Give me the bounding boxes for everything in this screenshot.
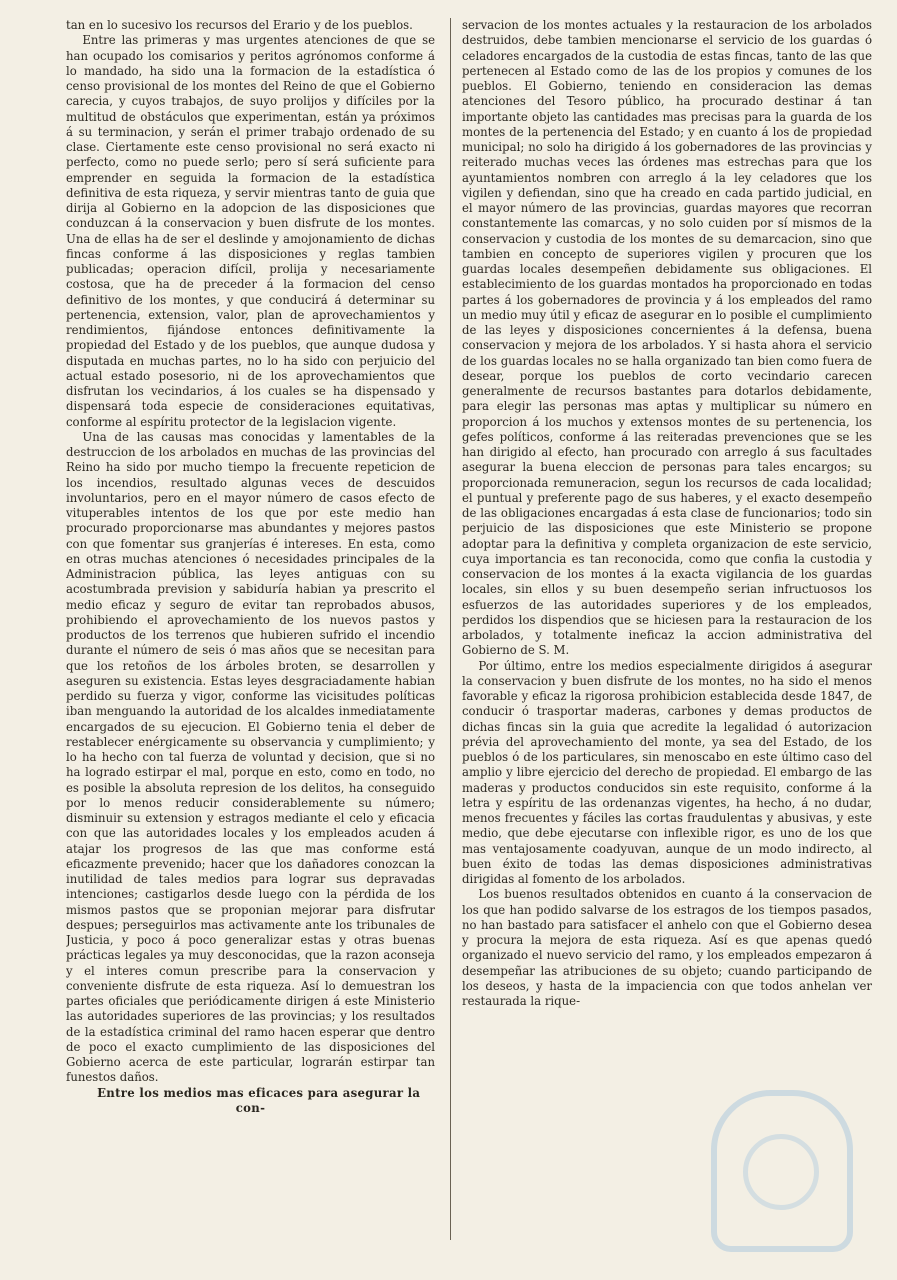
left-column — [66, 18, 441, 1270]
paragraph-statistics-census: Entre las primeras y mas urgentes atenciones de que se han ocupado los comisarios y peritos agrónomos conforme á lo mandado, ha sido una la formacion de la estadística ó censo provisional de los montes del Reino de que el Gobierno carecia, y cuyos trabajos, de suyo prolijos y difíciles por la multitud de obstáculos que experimentan, están ya próximos á su terminacion, y serán el primer trabajo ordenado de su clase. Ciertamente este censo provisional no será exacto ni perfecto, como no puede serlo; pero sí será suficiente para emprender en seguida la formacion de la estadística definitiva de esta riqueza, y servir mientras tanto de guia que dirija al Gobierno en la adopcion de las disposiciones que conduzcan á la conservacion y buen disfrute de los montes. Una de ellas ha de ser el deslinde y amojonamiento de dichas fincas conforme á las disposiciones y reglas tambien publicadas; operacion difícil, prolija y necesariamente costosa, que ha de preceder á la formacion del censo definitivo de los montes, y que conducirá á determinar su pertenencia, extension, valor, plan de aprovechamientos y rendimientos, fijándose entonces definitivamente la propiedad del Estado y de los pueblos, que aunque dudosa y disputada en muchas partes, no lo ha sido con perjuicio del actual estado posesorio, ni de los aprovechamientos que disfrutan los vecindarios, á los cuales se ha dispensado y dispensará toda especie de consideraciones equitativas, conforme al espíritu protector de la legislacion vigente. — [66, 33, 435, 429]
paragraph-forest-guards: servacion de los montes actuales y la restauracion de los arbolados destruidos, debe tambien mencionarse el servicio de los guardas ó celadores encargados de la custodia de estas fincas, tanto de las que pertenecen al Estado como de las de los propios y comunes de los pueblos. El Gobierno, teniendo en consideracion las demas atenciones del Tesoro público, ha procurado destinar á tan importante objeto las cantidades mas precisas para la guarda de los montes de la pertenencia del Estado; y en cuanto á los de propiedad municipal; no solo ha dirigido á los gobernadores de las provincias y reiterado muchas veces las órdenes mas estrechas para que los ayuntamientos nombren con arreglo á la ley celadores que los vigilen y defiendan, sino que ha creado en cada partido judicial, en el mayor número de las provincias, guardas mayores que recorran constantemente las comarcas, y no solo cuiden por sí mismos de la conservacion y custodia de los montes de su demarcacion, sino que tambien en concepto de superiores vigilen y procuren que los guardas locales desempeñen debidamente sus obligaciones. El establecimiento de los guardas montados ha proporcionado en todas partes á los gobernadores de provincia y á los empleados del ramo un medio muy útil y eficaz de asegurar en lo posible el cumplimiento de las leyes y disposiciones concernientes á la defensa, buena conservacion y mejora de los arbolados. Y si hasta ahora el servicio de los guardas locales no se halla organizado tan bien como fuera de desear, porque los pueblos de corto vecindario carecen generalmente de recursos bastantes para dotarlos debidamente, para elegir las personas mas aptas y multiplicar su número en proporcion á los muchos y extensos montes de su pertenencia, los gefes políticos, conforme á las reiteradas prevenciones que se les han dirigido al efecto, han procurado con arreglo á sus facultades asegurar la buena eleccion de personas para tales encargos; su proporcionada remuneracion, segun los recursos de cada localidad; el puntual y preferente pago de sus haberes, y el exacto desempeño de las obligaciones encargadas á esta clase de funcionarios; todo sin perjuicio de las disposiciones que este Ministerio se propone adoptar para la definitiva y completa organizacion de este servicio, cuya importancia es tan reconocida, como que confia la custodia y conservacion de los montes á la exacta vigilancia de los guardas locales, sin ellos y su buen desempeño serian infructuosos los esfuerzos de las autoridades superiores y de los empleados, perdidos los dispendios que se hiciesen para la restauracion de los arbolados, y totalmente ineficaz la accion administrativa del Gobierno de S. M. — [462, 18, 872, 658]
right-column — [460, 18, 872, 1270]
catchline: Entre los medios mas eficaces para asegurar la con- — [97, 1085, 421, 1115]
paragraph-forest-fires: Una de las causas mas conocidas y lamentables de la destruccion de los arbolados en muchas de las provincias del Reino ha sido por mucho tiempo la frecuente repeticion de los incendios, resultado algunas veces de descuidos involuntarios, pero en el mayor número de casos efecto de vituperables intentos de los que por este medio han procurado proporcionarse mas abundantes y mejores pastos con que fomentar sus granjerías é intereses. En esta, como en otras muchas atenciones ó necesidades principales de la Administracion pública, las leyes antiguas con su acostumbrada prevision y sabiduría habian ya prescrito el medio eficaz y seguro de evitar tan reprobados abusos, prohibiendo el aprovechamiento de los nuevos pastos y productos de los terrenos que hubieren sufrido el incendio durante el número de seis ó mas años que se necesitan para que los retoños de los árboles broten, se desarrollen y aseguren su existencia. Estas leyes desgraciadamente habian perdido su fuerza y vigor, conforme las vicisitudes políticas iban menguando la autoridad de los alcaldes inmediatamente encargados de su ejecucion. El Gobierno tenia el deber de restablecer enérgicamente su observancia y cumplimiento; y lo ha hecho con tal fuerza de voluntad y decision, que si no ha logrado estirpar el mal, porque en esto, como en todo, no es posible la absoluta represion de los delitos, ha conseguido por lo menos reducir considerablemente su número; disminuir su extension y estragos mediante el celo y eficacia con que las autoridades locales y los empleados acuden á atajar los progresos de las que mas conforme está eficazmente prevenido; hacer que los dañadores conozcan la inutilidad de tales medios para lograr sus depravadas intenciones; castigarlos desde luego con la pérdida de los mismos pastos que se proponian mejorar para disfrutar despues; perseguirlos mas activamente ante los tribunales de Justicia, y poco á poco generalizar estas y otras buenas prácticas legales ya muy desconocidas, que la razon aconseja y el interes comun prescribe para la conservacion y conveniente disfrute de esta riqueza. Así lo demuestran los partes oficiales que periódicamente dirigen á este Ministerio las autoridades superiores de las provincias; y los resultados de la estadística criminal del ramo hacen esperar que dentro de poco el exacto cumplimiento de las disposiciones del Gobierno acerca de este particular, lograrán estirpar tan funestos daños. — [66, 429, 435, 1085]
paragraph-transport-prohibition: Por último, entre los medios especialmente dirigidos á asegurar la conservacion y buen disfrute de los montes, no ha sido el menos favorable y eficaz la rigorosa prohibicion establecida desde 1847, de conducir ó trasportar maderas, carbones y demas productos de dichas fincas sin la guia que acredite la legalidad ó autorizacion prévia del aprovechamiento del monte, ya sea del Estado, de los pueblos ó de los particulares, sin menoscabo en este último caso del amplio y libre ejercicio del derecho de propiedad. El embargo de las maderas y productos conducidos sin este requisito, conforme á la letra y espíritu de las ordenanzas vigentes, ha hecho, á no dudar, menos frecuentes y fáciles las cortas fraudulentas y abusivas, y este medio, que debe ejecutarse con inflexible rigor, es uno de los que mas ventajosamente coadyuvan, aunque de un modo indirecto, al buen éxito de todas las demas disposiciones administrativas dirigidas al fomento de los arbolados. — [462, 658, 872, 886]
column-divider — [450, 18, 451, 1240]
two-column-layout — [66, 18, 883, 1270]
paragraph-continuation: tan en lo sucesivo los recursos del Erario y de los pueblos. — [66, 18, 413, 32]
paragraph-results: Los buenos resultados obtenidos en cuanto á la conservacion de los que han podido salvarse de los estragos de los tiempos pasados, no han bastado para satisfacer el anhelo con que el Gobierno desea y procura la mejora de esta riqueza. Así es que apenas quedó organizado el nuevo servicio del ramo, y los empleados empezaron á desempeñar las atribuciones de su objeto; cuando participando de los deseos, y hasta de la impaciencia con que todos anhelan ver restaurada la rique- — [462, 887, 872, 1008]
